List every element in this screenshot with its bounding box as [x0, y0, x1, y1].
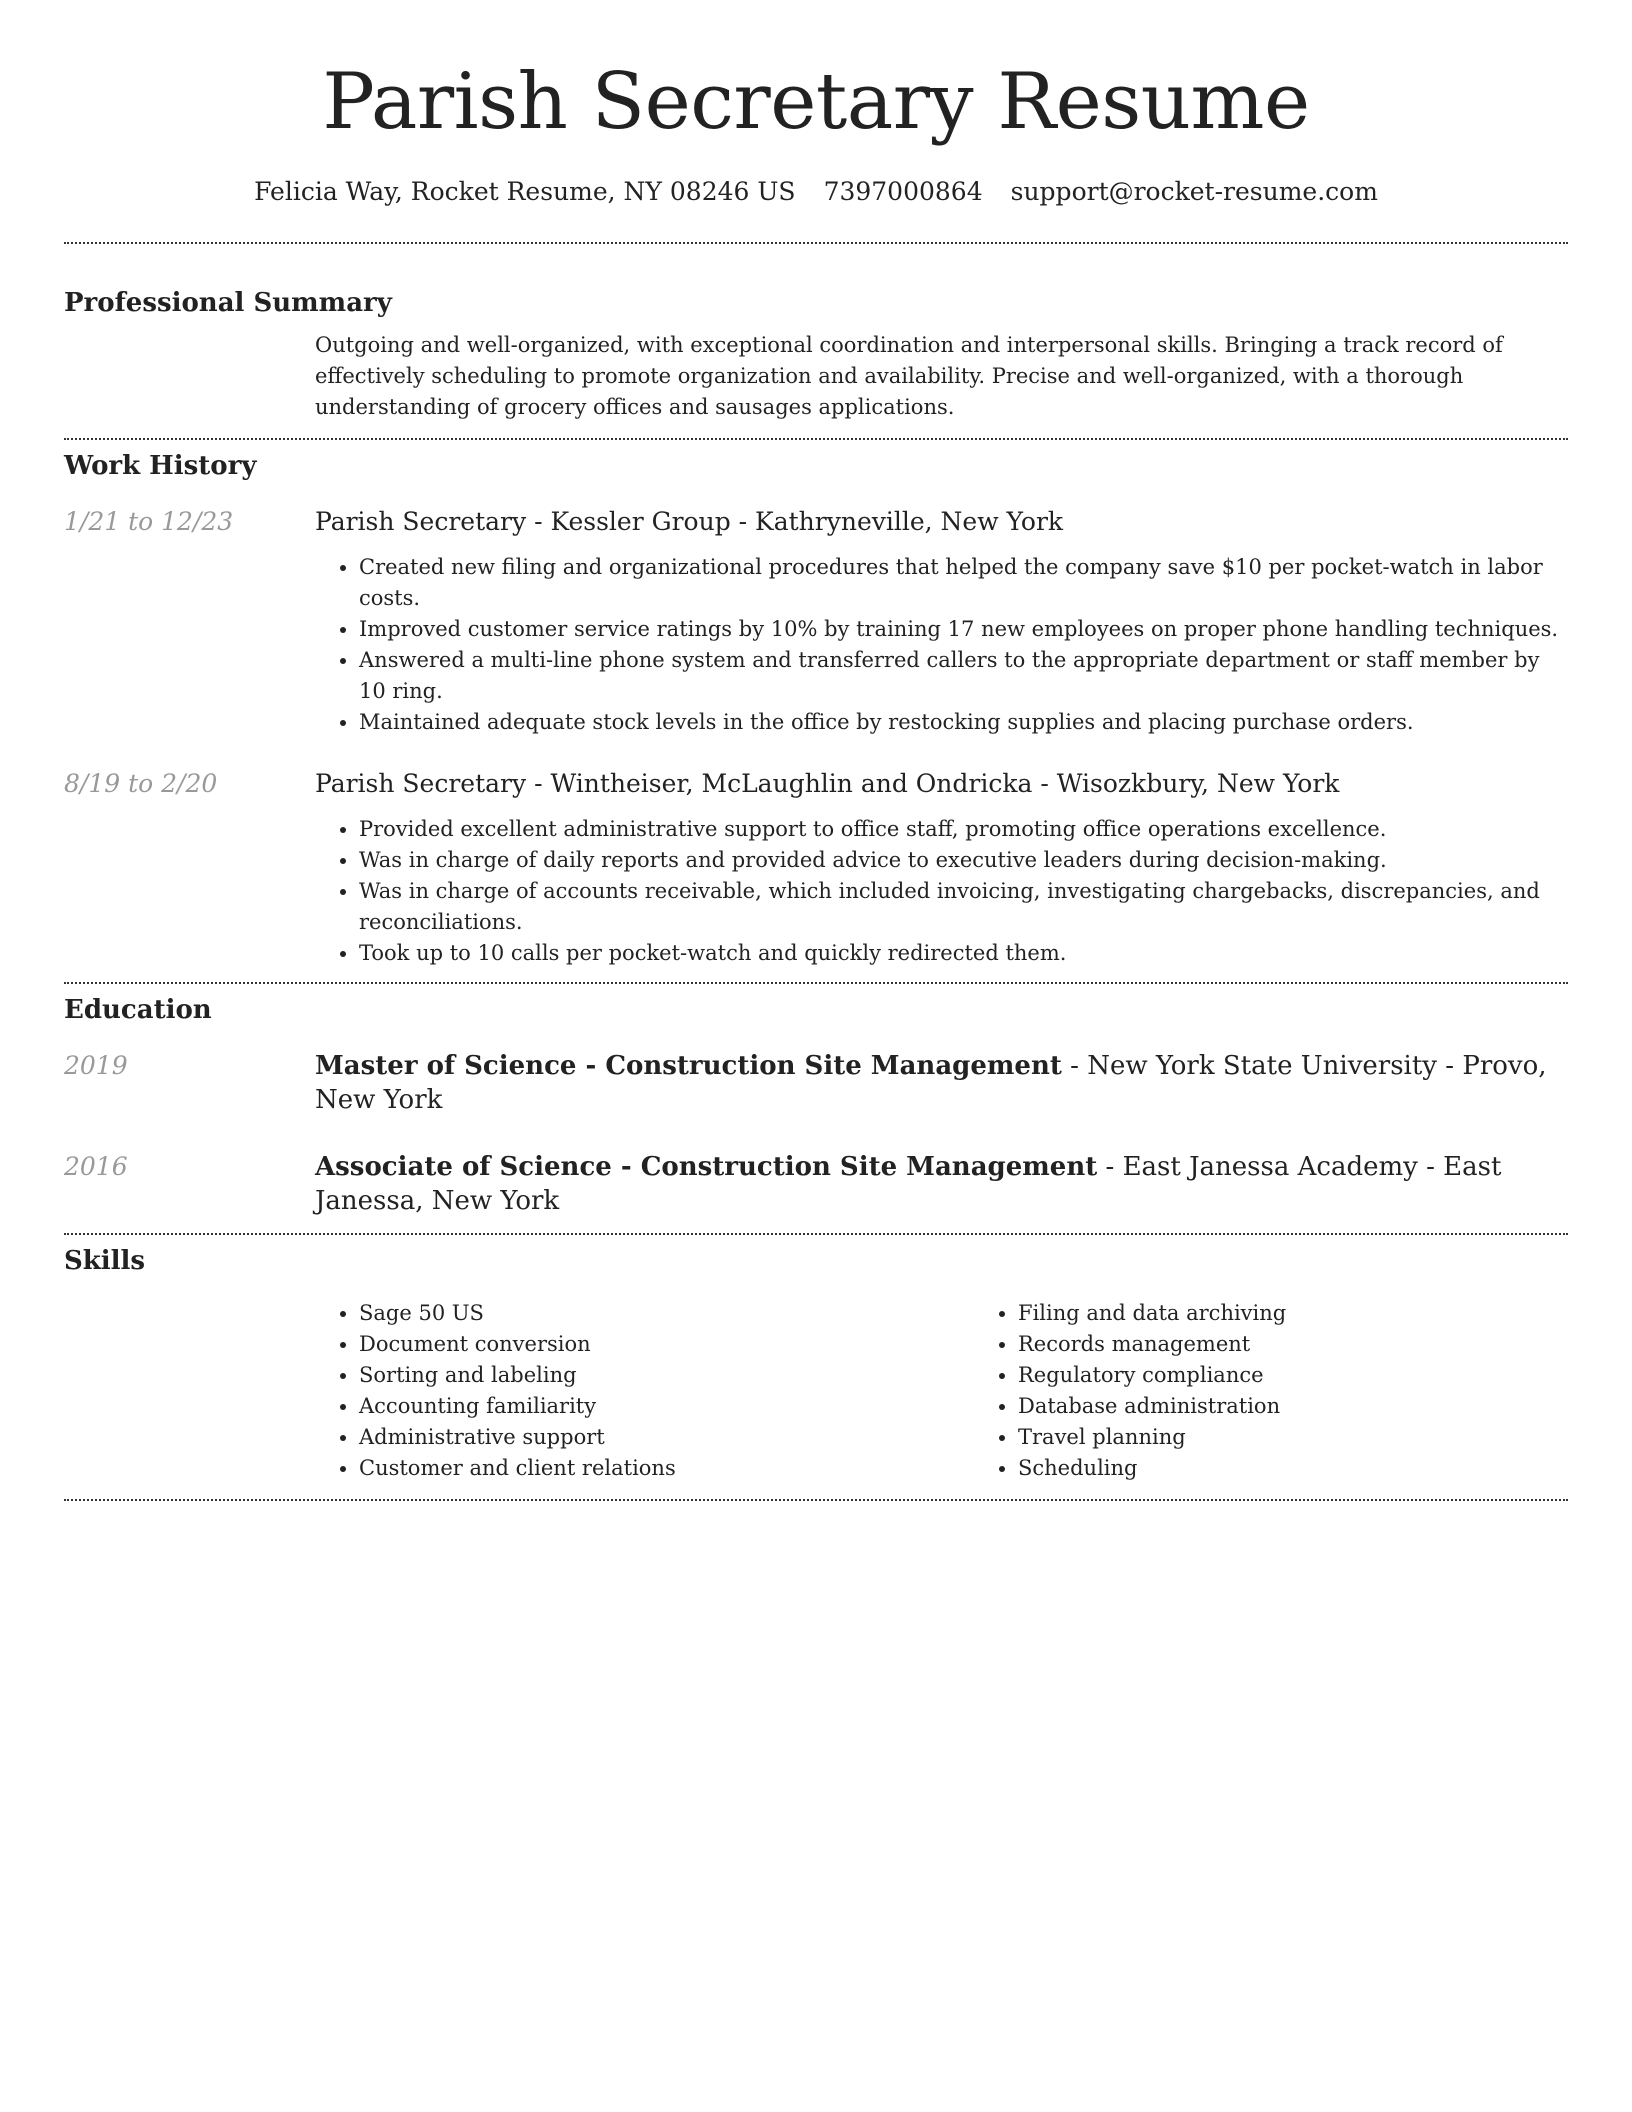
- education-location: Provo, New York: [315, 1051, 1547, 1115]
- list-item: • Answered a multi-line phone system and transferred callers to the appropriate department or staff member by 10 ring.: [359, 645, 1568, 707]
- list-item: • Regulatory compliance: [1018, 1360, 1632, 1391]
- list-item: • Administrative support: [359, 1422, 974, 1453]
- list-item: • Database administration: [1018, 1391, 1632, 1422]
- list-item: • Sorting and labeling: [359, 1360, 974, 1391]
- education-school: New York State University: [1087, 1051, 1437, 1081]
- skills-list-left: [315, 1298, 974, 1484]
- list-item: • Travel planning: [1018, 1422, 1632, 1453]
- education-year: 2019: [64, 1051, 128, 1080]
- list-item: • Was in charge of accounts receivable, which included invoicing, investigating chargebacks, discrepancies, and reconciliations.: [359, 876, 1568, 938]
- contact-info: [64, 176, 1568, 208]
- job-bullets: [315, 814, 1568, 969]
- job-dates: 1/21 to 12/23: [64, 507, 234, 536]
- list-item: • Filing and data archiving: [1018, 1298, 1632, 1329]
- summary-heading: Professional Summary: [64, 288, 392, 318]
- work-section: [64, 449, 1568, 969]
- education-year: 2016: [64, 1152, 128, 1181]
- list-item: • Accounting familiarity: [359, 1391, 974, 1422]
- job-position: Parish Secretary: [315, 507, 527, 536]
- list-item: • Provided excellent administrative support to office staff, promoting office operations excellence.: [359, 814, 1568, 845]
- job-dates: 8/19 to 2/20: [64, 769, 218, 798]
- divider-skills: [64, 1499, 1568, 1501]
- education-heading: Education: [64, 995, 212, 1025]
- list-item: • Improved customer service ratings by 10% by training 17 new employees on proper phone handling techniques.: [359, 614, 1568, 645]
- job-entry: [64, 767, 1568, 969]
- list-item: • Took up to 10 calls per pocket-watch and quickly redirected them.: [359, 938, 1568, 969]
- summary-section: [64, 286, 1568, 423]
- divider-summary: [64, 438, 1568, 440]
- job-entry: [64, 505, 1568, 738]
- education-degree: Master of Science - Construction Site Management: [315, 1051, 1062, 1081]
- education-location: East Janessa, New York: [315, 1152, 1502, 1216]
- education-entry: 2019 Master of Science - Construction Site Management - New York State University - Provo, New York: [64, 1051, 1547, 1115]
- list-item: • Maintained adequate stock levels in the office by restocking supplies and placing purchase orders.: [359, 707, 1568, 738]
- skills-heading: Skills: [64, 1246, 146, 1276]
- job-company: Wintheiser, McLaughlin and Ondricka: [550, 769, 1033, 798]
- contact-phone: 7397000864: [823, 177, 983, 206]
- divider-work: [64, 982, 1568, 984]
- divider-header: [64, 242, 1568, 244]
- divider-education: [64, 1233, 1568, 1235]
- job-title-line: Parish Secretary - Kessler Group - Kathryneville, New York: [315, 507, 1064, 536]
- skills-section: [64, 1244, 1568, 1484]
- list-item: • Scheduling: [1018, 1453, 1632, 1484]
- job-title-line: Parish Secretary - Wintheiser, McLaughlin and Ondricka - Wisozkbury, New York: [315, 769, 1340, 798]
- job-bullets: [315, 552, 1568, 738]
- job-company: Kessler Group: [550, 507, 731, 536]
- list-item: • Records management: [1018, 1329, 1632, 1360]
- education-school: East Janessa Academy: [1122, 1152, 1418, 1182]
- list-item: • Created new filing and organizational procedures that helped the company save $10 per pocket-watch in labor costs.: [359, 552, 1568, 614]
- work-heading: Work History: [64, 451, 257, 481]
- education-degree: Associate of Science - Construction Site Management: [315, 1152, 1098, 1182]
- education-entry: 2016 Associate of Science - Construction Site Management - East Janessa Academy - East Janessa, New York: [64, 1152, 1502, 1216]
- summary-text: Outgoing and well-organized, with exceptional coordination and interpersonal skills. Bringing a track record of effectively scheduling to promote organization and availability. Precise and well-organized, with a thorough understanding of grocery offices and sausages applications.: [315, 333, 1503, 419]
- list-item: • Customer and client relations: [359, 1453, 974, 1484]
- list-item: • Sage 50 US: [359, 1298, 974, 1329]
- skills-grid: [315, 1298, 1632, 1484]
- job-location: Wisozkbury, New York: [1056, 769, 1340, 798]
- list-item: • Document conversion: [359, 1329, 974, 1360]
- education-section: [64, 993, 1568, 1218]
- job-location: Kathryneville, New York: [755, 507, 1064, 536]
- job-position: Parish Secretary: [315, 769, 527, 798]
- skills-list-right: [974, 1298, 1632, 1484]
- list-item: • Was in charge of daily reports and provided advice to executive leaders during decision-making.: [359, 845, 1568, 876]
- contact-address: Felicia Way, Rocket Resume, NY 08246 US: [254, 177, 796, 206]
- page-title: Parish Secretary Resume: [322, 57, 1310, 147]
- contact-email: support@rocket-resume.com: [1010, 177, 1378, 206]
